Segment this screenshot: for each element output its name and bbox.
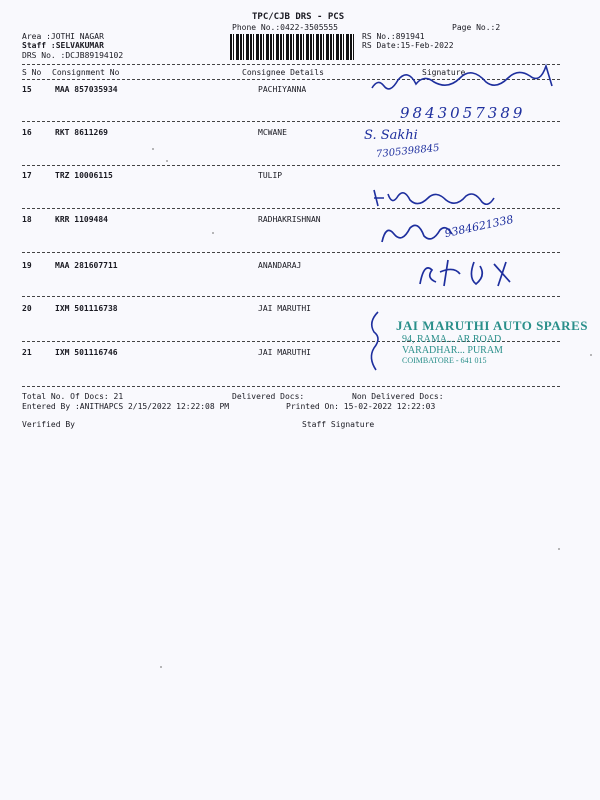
scan-speck — [590, 354, 592, 356]
rs-number: RS No.:891941 — [362, 32, 425, 41]
stamp-line3: VARADHAR... PURAM — [402, 345, 503, 356]
signature-row16-name: S. Sakhi — [364, 128, 418, 143]
area-label: Area :JOTHI NAGAR — [22, 32, 104, 41]
drs-number: DRS No. :DCJB89194102 — [22, 51, 124, 60]
signature-row15 — [368, 60, 568, 96]
scan-speck — [212, 232, 214, 234]
company-stamp — [396, 318, 588, 365]
verified-by: Verified By — [22, 420, 75, 429]
row-sno: 15 — [22, 85, 32, 94]
row-consignment: TRZ 10006115 — [55, 171, 113, 180]
row-sno: 20 — [22, 304, 32, 313]
barcode — [230, 34, 354, 60]
row-divider — [22, 386, 560, 387]
signature-row20-21 — [364, 308, 394, 374]
col-header-consignment: Consignment No — [52, 68, 120, 77]
delivered-docs: Delivered Docs: — [232, 392, 305, 401]
col-header-signature: Signature — [422, 68, 466, 77]
stamp-line4: COIMBATORE - 641 015 — [402, 356, 487, 365]
row-consignment: MAA 857035934 — [55, 85, 118, 94]
row-consignment: MAA 281607711 — [55, 261, 118, 270]
phone-number: Phone No.:0422-3505555 — [232, 23, 338, 32]
col-header-consignee: Consignee Details — [242, 68, 324, 77]
row-consignee: ANANDARAJ — [258, 261, 302, 270]
stamp-line2: 94, RAMA... AR ROAD — [402, 334, 502, 345]
row-consignment: KRR 1109484 — [55, 215, 108, 224]
staff-label: Staff :SELVAKUMAR — [22, 41, 104, 50]
row-sno: 19 — [22, 261, 32, 270]
page-number: Page No.:2 — [452, 23, 501, 32]
scan-speck — [152, 148, 154, 150]
stamp-line1: JAI MARUTHI AUTO SPARES — [396, 318, 588, 333]
row-divider — [22, 252, 560, 253]
row-consignment: IXM 501116746 — [55, 348, 118, 357]
row-sno: 17 — [22, 171, 32, 180]
row-consignee: JAI MARUTHI — [258, 348, 311, 357]
row-consignee: JAI MARUTHI — [258, 304, 311, 313]
signature-row15-phone: 9843057389 — [400, 104, 526, 122]
row-consignee: RADHAKRISHNAN — [258, 215, 321, 224]
entered-by: Entered By :ANITHAPCS 2/15/2022 12:22:08 PM — [22, 402, 230, 411]
non-delivered-docs: Non Delivered Docs: — [352, 392, 444, 401]
row-sno: 16 — [22, 128, 32, 137]
row-sno: 18 — [22, 215, 32, 224]
printed-on: Printed On: 15-02-2022 12:22:03 — [286, 402, 436, 411]
row-consignment: IXM 501116738 — [55, 304, 118, 313]
total-docs: Total No. Of Docs: 21 — [22, 392, 124, 401]
row-divider — [22, 165, 560, 166]
rs-date: RS Date:15-Feb-2022 — [362, 41, 454, 50]
report-title: TPC/CJB DRS - PCS — [252, 12, 345, 22]
row-consignee: PACHIYANNA — [258, 85, 307, 94]
signature-row18-phone: 9384621338 — [443, 212, 515, 241]
scan-speck — [558, 548, 560, 550]
signature-row16-phone: 7305398845 — [375, 142, 441, 161]
scan-speck — [166, 160, 168, 162]
row-divider — [22, 296, 560, 297]
row-consignee: MCWANE — [258, 128, 287, 137]
row-consignee: TULIP — [258, 171, 283, 180]
row-sno: 21 — [22, 348, 32, 357]
col-header-sno: S No — [22, 68, 42, 77]
scan-speck — [160, 666, 162, 668]
signature-row17 — [370, 184, 500, 214]
row-consignment: RKT 8611269 — [55, 128, 108, 137]
signature-row19 — [414, 256, 524, 290]
staff-signature: Staff Signature — [302, 420, 375, 429]
